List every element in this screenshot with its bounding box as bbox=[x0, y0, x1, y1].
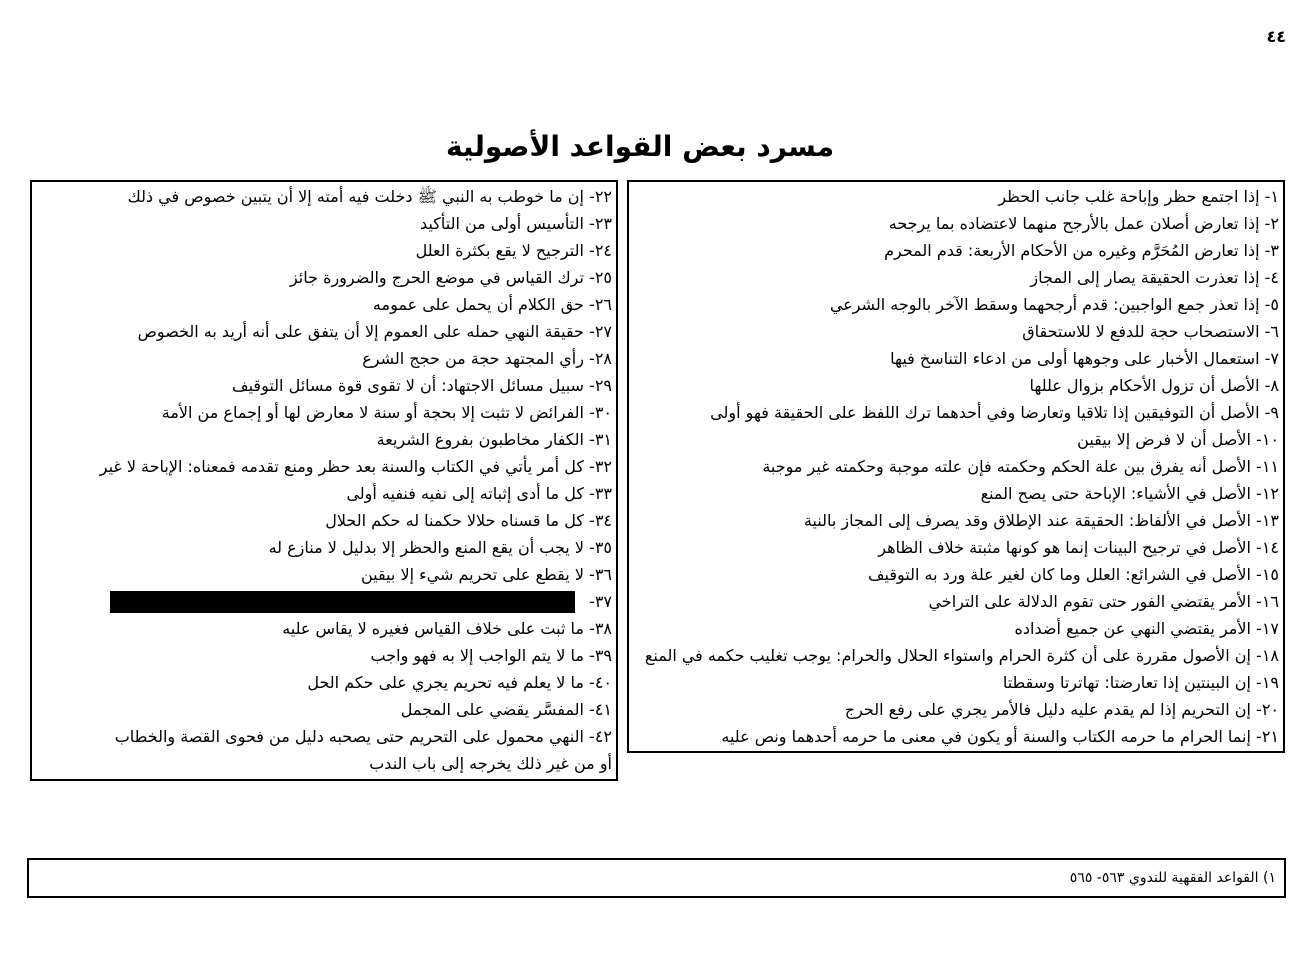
footnote-text: ١) القواعد الفقهية للندوي ٥٦٣- ٥٦٥ bbox=[1069, 870, 1276, 886]
rule-item bbox=[36, 507, 612, 534]
rule-text: ما لا يعلم فيه تحريم يجري على حكم الحل bbox=[307, 673, 584, 692]
redaction-bar bbox=[110, 591, 575, 613]
rule-text: التأسيس أولى من التأكيد bbox=[420, 214, 584, 233]
rule-item bbox=[633, 264, 1279, 291]
rule-item bbox=[633, 453, 1279, 480]
rule-number: ١- bbox=[1264, 187, 1279, 206]
rule-item bbox=[36, 372, 612, 399]
rule-item bbox=[36, 534, 612, 561]
rule-number: ١٥- bbox=[1256, 565, 1279, 584]
rule-item bbox=[36, 237, 612, 264]
rule-text-continuation: أو من غير ذلك يخرجه إلى باب الندب bbox=[369, 754, 612, 773]
rule-text: الفرائض لا تثبت إلا بحجة أو سنة لا معارض لها أو إجماع من الأمة bbox=[161, 403, 584, 422]
rule-text: حقيقة النهي حمله على العموم إلا أن يتفق على أنه أريد به الخصوص bbox=[137, 322, 584, 341]
rule-number: ٢٨- bbox=[589, 349, 612, 368]
rule-item bbox=[36, 264, 612, 291]
rule-text: إن البينتين إذا تعارضتا: تهاترتا وسقطتا bbox=[1002, 673, 1251, 692]
rule-text: الأصل أن التوفيقين إذا تلاقيا وتعارضا وفي أحدهما ترك اللفظ على الحقيقة فهو أولى bbox=[710, 403, 1260, 422]
rule-text: إن الأصول مقررة على أن كثرة الحرام واستواء الحلال والحرام: يوجب تغليب حكمه في المنع bbox=[644, 646, 1251, 665]
rule-text: رأي المجتهد حجة من حجج الشرع bbox=[362, 349, 584, 368]
rule-text: ترك القياس في موضع الحرج والضرورة جائز bbox=[289, 268, 584, 287]
rule-number: ٨- bbox=[1264, 376, 1279, 395]
rule-number: ٣- bbox=[1264, 241, 1279, 260]
rule-item bbox=[633, 642, 1279, 669]
rule-item bbox=[633, 561, 1279, 588]
rule-item bbox=[633, 372, 1279, 399]
rule-item bbox=[36, 210, 612, 237]
rule-item bbox=[633, 723, 1279, 750]
rule-number: ١٦- bbox=[1256, 592, 1279, 611]
rule-item bbox=[36, 426, 612, 453]
rule-number: ٢٠- bbox=[1256, 700, 1279, 719]
rule-text: الأمر يقتضي الفور حتى تقوم الدلالة على التراخي bbox=[928, 592, 1251, 611]
rules-box-left bbox=[30, 180, 618, 781]
rule-number: ٩- bbox=[1264, 403, 1279, 422]
rule-number: ١٠- bbox=[1256, 430, 1279, 449]
rule-number: ٣١- bbox=[589, 430, 612, 449]
rule-item bbox=[633, 399, 1279, 426]
rule-text: إذا اجتمع حظر وإباحة غلب جانب الحظر bbox=[998, 187, 1260, 206]
rule-item bbox=[36, 615, 612, 642]
rule-text: لا يقطع على تحريم شيء إلا بيقين bbox=[361, 565, 584, 584]
page-title: مسرد بعض القواعد الأصولية bbox=[445, 130, 835, 163]
rule-item bbox=[633, 507, 1279, 534]
rule-text: إذا تعارض أصلان عمل بالأرجح منهما لاعتضاده بما يرجحه bbox=[888, 214, 1260, 233]
rule-item bbox=[633, 696, 1279, 723]
rule-text: لا يجب أن يقع المنع والحظر إلا بدليل لا منازع له bbox=[268, 538, 584, 557]
rule-text: إن ما خوطب به النبي ﷺ دخلت فيه أمته إلا أن يتبين خصوص في ذلك bbox=[127, 187, 584, 206]
rule-number: ٤٠- bbox=[589, 673, 612, 692]
rule-text: كل أمر يأتي في الكتاب والسنة بعد حظر ومنع تقدمه فمعناه: الإباحة لا غير bbox=[99, 457, 584, 476]
rule-number: ٢١- bbox=[1256, 727, 1279, 746]
rule-number: ٣٠- bbox=[589, 403, 612, 422]
rule-text: إذا تعذرت الحقيقة يصار إلى المجاز bbox=[1030, 268, 1260, 287]
rule-text: الأصل في الأشياء: الإباحة حتى يصح المنع bbox=[980, 484, 1251, 503]
page-number: ٤٤ bbox=[1266, 27, 1286, 46]
rule-number: ٣٩- bbox=[589, 646, 612, 665]
footnote-box bbox=[27, 858, 1286, 898]
rule-item bbox=[633, 237, 1279, 264]
rule-item bbox=[633, 480, 1279, 507]
rule-item bbox=[633, 318, 1279, 345]
rule-number: ٢٥- bbox=[589, 268, 612, 287]
rule-item bbox=[36, 453, 612, 480]
rule-number: ٢٣- bbox=[589, 214, 612, 233]
rule-text: استعمال الأخبار على وجوهها أولى من ادعاء التناسخ فيها bbox=[890, 349, 1260, 368]
rule-item bbox=[633, 210, 1279, 237]
rules-box-right bbox=[627, 180, 1285, 753]
rule-item bbox=[36, 480, 612, 507]
rule-number: ٦- bbox=[1264, 322, 1279, 341]
rule-item bbox=[36, 345, 612, 372]
rule-item bbox=[633, 534, 1279, 561]
rule-text: الأصل أن لا فرض إلا بيقين bbox=[1077, 430, 1251, 449]
rule-text: الترجيح لا يقع بكثرة العلل bbox=[415, 241, 584, 260]
rule-item bbox=[633, 615, 1279, 642]
rule-text: إذا تعارض المُحَرَّم وغيره من الأحكام الأربعة: قدم المحرم bbox=[884, 241, 1260, 260]
rule-text: الأصل أن تزول الأحكام بزوال عللها bbox=[1029, 376, 1260, 395]
rule-number: ١٩- bbox=[1256, 673, 1279, 692]
rule-text: الأمر يقتضي النهي عن جميع أضداده bbox=[1014, 619, 1251, 638]
rule-text: كل ما قسناه حلالا حكمنا له حكم الحلال bbox=[325, 511, 584, 530]
rule-text: النهي محمول على التحريم حتى يصحبه دليل من فحوى القصة والخطاب bbox=[114, 727, 584, 746]
rule-item bbox=[36, 318, 612, 345]
rule-item bbox=[633, 183, 1279, 210]
rule-text: الأصل في ترجيح البينات إنما هو كونها مثبتة خلاف الظاهر bbox=[878, 538, 1251, 557]
rule-number: ١٤- bbox=[1256, 538, 1279, 557]
rule-number: ٤٢- bbox=[589, 727, 612, 746]
rule-number: ١٢- bbox=[1256, 484, 1279, 503]
rule-item bbox=[633, 345, 1279, 372]
rule-text: الأصل في الشرائع: العلل وما كان لغير علة ورد به التوقيف bbox=[867, 565, 1251, 584]
rule-number: ٢٢- bbox=[589, 187, 612, 206]
rule-number: ١٧- bbox=[1256, 619, 1279, 638]
rule-text: ما ثبت على خلاف القياس فغيره لا يقاس عليه bbox=[282, 619, 584, 638]
rule-number: ٣٧- bbox=[589, 592, 612, 611]
rule-number: ٣٣- bbox=[589, 484, 612, 503]
rule-item bbox=[36, 723, 612, 750]
rule-text: ما لا يتم الواجب إلا به فهو واجب bbox=[370, 646, 584, 665]
rule-item bbox=[36, 561, 612, 588]
rule-item bbox=[36, 183, 612, 210]
rule-number: ٢٦- bbox=[589, 295, 612, 314]
rule-number: ١٨- bbox=[1256, 646, 1279, 665]
rule-text: إن التحريم إذا لم يقدم عليه دليل فالأمر يجري على رفع الحرج bbox=[844, 700, 1251, 719]
rule-number: ٢٤- bbox=[589, 241, 612, 260]
rule-item bbox=[36, 399, 612, 426]
rule-number: ١٣- bbox=[1256, 511, 1279, 530]
rule-number: ٣٢- bbox=[589, 457, 612, 476]
rule-number: ٢٧- bbox=[589, 322, 612, 341]
rule-text: سبيل مسائل الاجتهاد: أن لا تقوى قوة مسائل التوقيف bbox=[232, 376, 584, 395]
rule-item bbox=[633, 426, 1279, 453]
rule-text: الكفار مخاطبون بفروع الشريعة bbox=[376, 430, 584, 449]
rule-text: الأصل في الألفاظ: الحقيقة عند الإطلاق وقد يصرف إلى المجاز بالنية bbox=[803, 511, 1251, 530]
rule-text: إذا تعذر جمع الواجبين: قدم أرجحهما وسقط الآخر بالوجه الشرعي bbox=[829, 295, 1260, 314]
rule-number: ٣٥- bbox=[589, 538, 612, 557]
rule-item bbox=[36, 642, 612, 669]
rule-item bbox=[36, 669, 612, 696]
rule-text: الأصل أنه يفرق بين علة الحكم وحكمته فإن علته موجبة وحكمته غير موجبة bbox=[762, 457, 1251, 476]
rule-text: الاستصحاب حجة للدفع لا للاستحقاق bbox=[1022, 322, 1260, 341]
rule-number: ٣٤- bbox=[589, 511, 612, 530]
rule-number: ٢٩- bbox=[589, 376, 612, 395]
rule-number: ١١- bbox=[1256, 457, 1279, 476]
rule-text: إنما الحرام ما حرمه الكتاب والسنة أو يكون في معنى ما حرمه أحدهما ونص عليه bbox=[721, 727, 1251, 746]
rule-number: ٧- bbox=[1264, 349, 1279, 368]
rule-number: ٢- bbox=[1264, 214, 1279, 233]
rule-item bbox=[36, 588, 612, 615]
rule-item bbox=[36, 696, 612, 723]
rule-number: ٤- bbox=[1264, 268, 1279, 287]
rule-text: المفسَّر يقضي على المجمل bbox=[400, 700, 584, 719]
rule-item bbox=[633, 669, 1279, 696]
rule-item bbox=[36, 291, 612, 318]
rule-text: حق الكلام أن يحمل على عمومه bbox=[372, 295, 584, 314]
rule-number: ٣٦- bbox=[589, 565, 612, 584]
rule-item bbox=[633, 588, 1279, 615]
rule-item bbox=[633, 291, 1279, 318]
rule-number: ٣٨- bbox=[589, 619, 612, 638]
rule-number: ٥- bbox=[1264, 295, 1279, 314]
rule-number: ٤١- bbox=[589, 700, 612, 719]
rule-text: كل ما أدى إثباته إلى نفيه فنفيه أولى bbox=[346, 484, 584, 503]
